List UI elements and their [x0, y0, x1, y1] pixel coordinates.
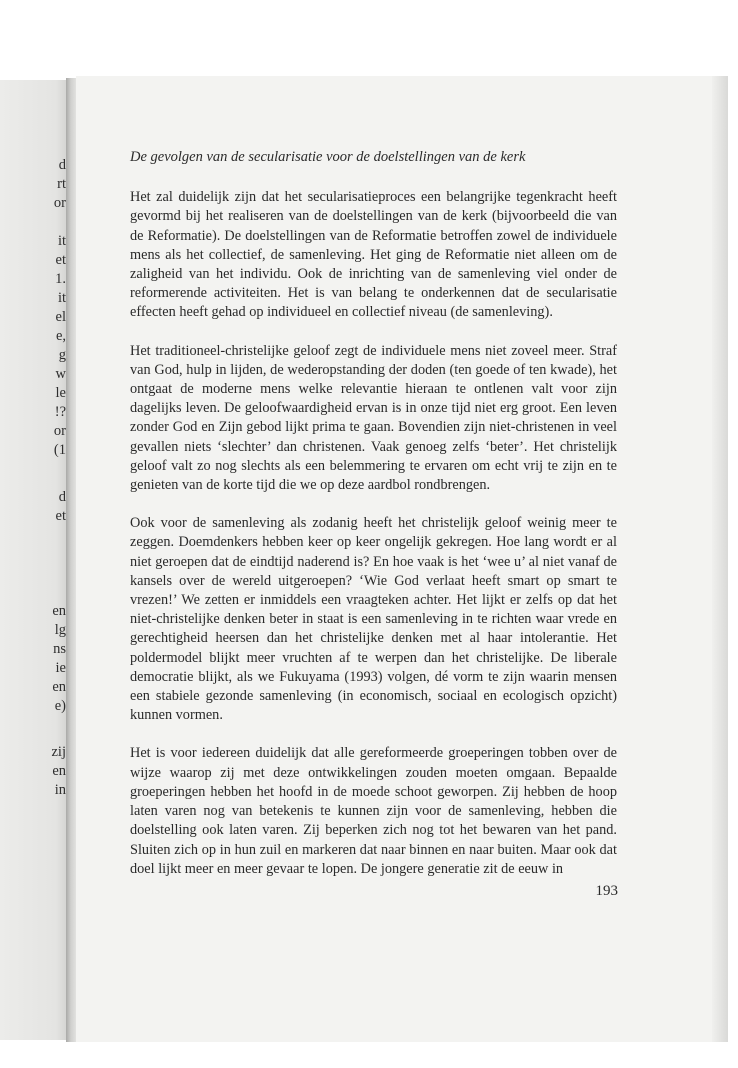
- left-page-fragment: in: [54, 782, 66, 798]
- page-content: [130, 148, 617, 898]
- left-page-fragment: le: [55, 385, 66, 401]
- left-page-fragment: et: [55, 508, 66, 524]
- paragraph: Het traditioneel-christelijke geloof zegt de individuele mens niet zoveel meer. Straf van God, hulp in lijden, de wederopstanding der doden (ten goede of ten kwade), het ontgaat de moderne mens welke relevantie hieraan te ontlenen valt voor zijn dagelijks leven. De geloofwaardigheid ervan is in onze tijd niet erg groot. Een leven zonder God en Zijn gebod lijkt prima te gaan. Bovendien zijn niet-christenen in veel gevallen niets ‘slechter’ dan christenen. Vaak genoeg zelfs ‘beter’. Het christelijk geloof valt zo nog slechts als een belemmering te ervaren om echt vrij te zijn en te genieten van de korte tijd die we op deze aardbol rondbrengen.: [130, 342, 617, 494]
- page-edge-shadow: [712, 76, 728, 1042]
- left-page-edge: [0, 80, 70, 1040]
- paragraph: Het is voor iedereen duidelijk dat alle gereformeerde groeperingen tobben over de wijze waarop zij met deze ontwikkelingen zouden moeten omgaan. Bepaalde groeperingen hebben het hoofd in de moede schoot geworpen. Zij hebben de hoop laten varen nog van betekenis te kunnen zijn voor de samenleving, hebben die doelstelling ook laten varen. Zij beperken zich nog tot het bewaren van het pand. Sluiten zich op in hun zuil en markeren dat naar binnen en naar buiten. Maar ook dat doel lijkt meer en meer gevaar te lopen. De jongere generatie zit de eeuw in: [130, 745, 617, 877]
- left-page-fragment: en: [52, 763, 66, 779]
- left-page-fragment: (1: [53, 442, 66, 458]
- section-heading: De gevolgen van de secularisatie voor de doelstellingen van de kerk: [130, 149, 526, 165]
- left-page-fragment: d: [58, 489, 66, 505]
- left-page-fragment: e,: [55, 328, 66, 344]
- left-page-fragment: lg: [54, 622, 66, 638]
- left-page-fragment: w: [55, 366, 66, 382]
- paragraph: Het zal duidelijk zijn dat het secularisatieproces een belangrijke tegenkracht heeft gevormd bij het realiseren van de doelstellingen van de kerk (bijvoorbeeld die van de Reformatie). De doelstellingen van de Reformatie betroffen zowel de individuele mens als het collectief, de samenleving. Het ging de Reformatie niet alleen om de zaligheid van het individu. Ook de inrichting van de samenleving viel onder de reformerende activiteiten. Het is van belang te onderkennen dat de secularisatie effecten heeft gehad op individueel en collectief niveau (de samenleving).: [130, 189, 617, 321]
- left-page-fragment: g: [58, 347, 66, 363]
- left-page-fragment: zij: [51, 744, 66, 760]
- left-page-fragment: et: [55, 252, 66, 268]
- left-page-fragment: en: [52, 603, 66, 619]
- left-page-fragment: it: [57, 290, 66, 306]
- paragraph: Ook voor de samenleving als zodanig heeft het christelijk geloof weinig meer te zeggen. Doemdenkers hebben keer op keer ongelijk gekregen. Hoe lang wordt er al niet geroepen dat de eindtijd naderend is? En hoe vaak is het ‘wee u’ al niet vanaf de kansels over de wereld uitgeroepen? ‘Wie God verlaat heeft smart op smart te vrezen!’ We zetten er inmiddels een vraagteken achter. Het lijkt er zelfs op dat het niet-christelijke denken beter in staat is een samenleving in te richten waar vrede en gerechtigheid heersen dan het christelijke denken met al haar intolerantie. Het poldermodel blijkt meer vruchten af te werpen dan het christelijke. De liberale democratie blijkt, als we Fukuyama (1993) volgen, dé vorm te zijn waarin mensen een stabiele gezonde samenleving (in economisch, sociaal en ecologisch opzicht) kunnen vormen.: [130, 515, 617, 724]
- left-page-fragment: 1.: [55, 271, 66, 287]
- left-page-fragment: el: [55, 309, 66, 325]
- left-page-fragment: !?: [54, 404, 66, 420]
- left-page-fragment: ns: [53, 641, 66, 657]
- left-page-fragment: ie: [55, 660, 66, 676]
- left-page-fragment: or: [53, 195, 66, 211]
- left-page-fragment: e): [54, 698, 66, 714]
- left-page-fragment: en: [52, 679, 66, 695]
- left-page-fragment: or: [53, 423, 66, 439]
- page-number: 193: [595, 883, 618, 899]
- left-page-fragment: rt: [57, 176, 66, 192]
- left-page-fragment: d: [58, 157, 66, 173]
- left-page-fragment: it: [57, 233, 66, 249]
